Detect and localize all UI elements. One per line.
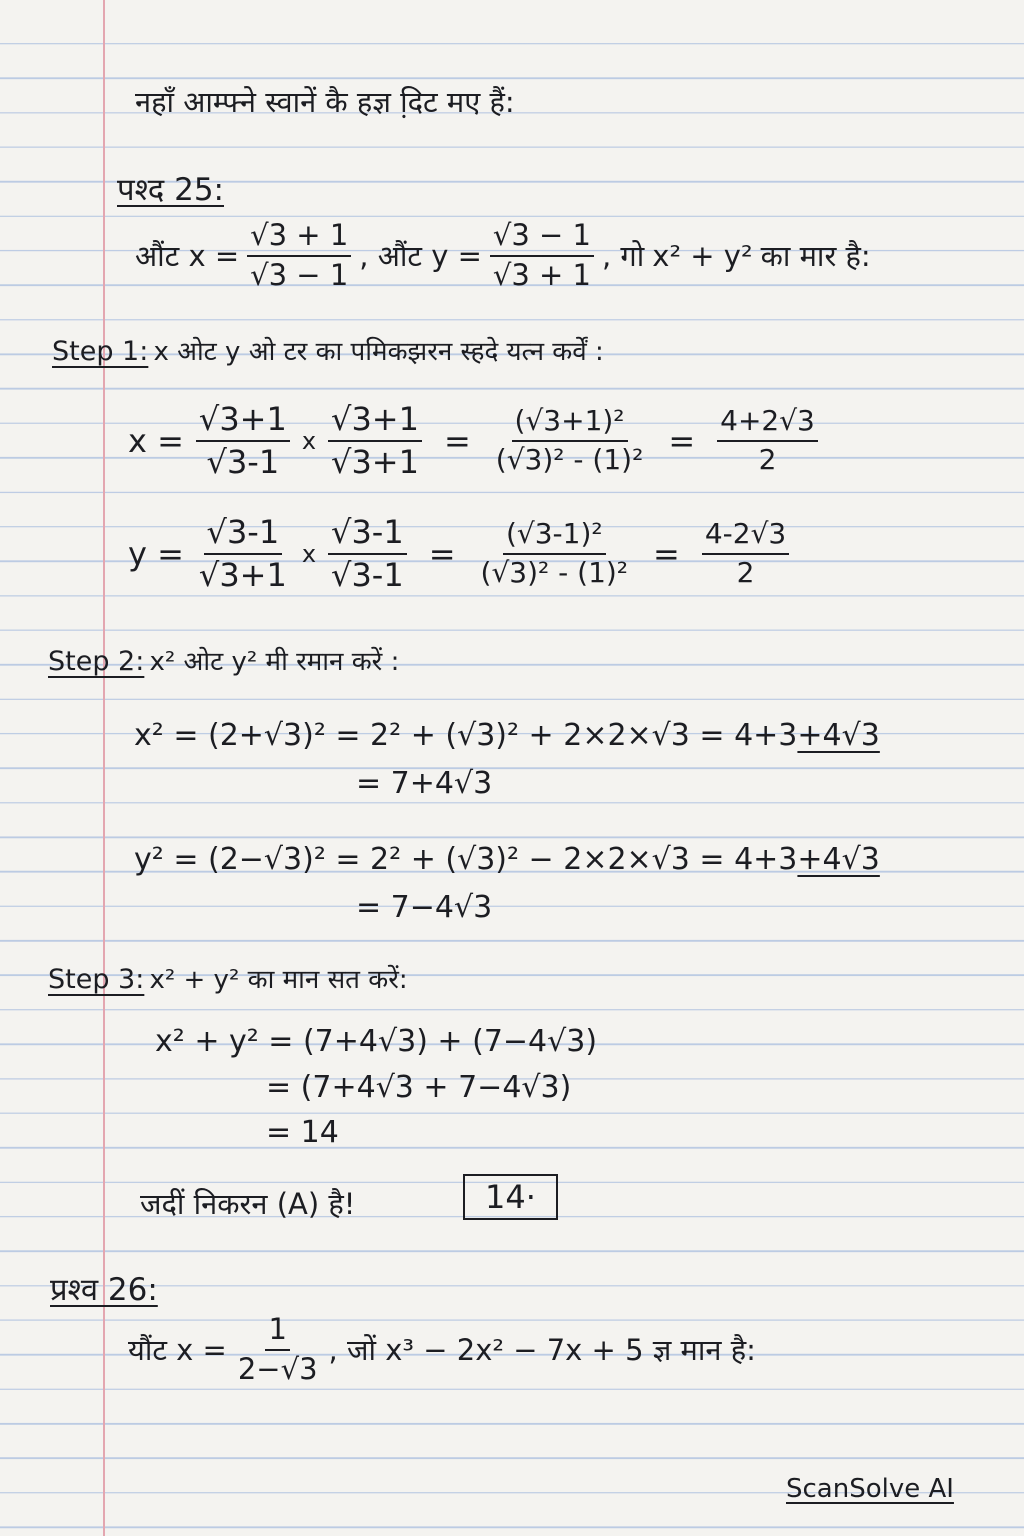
answer-value: 14· [463, 1174, 558, 1220]
step-2-text: x² ओट y² मी रमान करें : [149, 647, 400, 677]
q26-stmt-b: , जों x³ − 2x² − 7x + 5 ज्ञ मान है: [328, 1333, 756, 1368]
q26-stmt-a: यौंट x = [128, 1333, 227, 1368]
step-2-label: Step 2: [48, 646, 145, 677]
x-times: x [301, 427, 317, 456]
y-squared-underlined-term: +4√3 [797, 842, 880, 877]
sum-line-3: = 14 [266, 1115, 339, 1150]
q25-y-numerator: √3 − 1 [490, 220, 594, 257]
question-26-statement [128, 1314, 756, 1386]
x-fraction-2 [328, 402, 422, 480]
intro-text: नहाँ आम्फ्ने स्वानें कै हज्ञ दि़ट मए हैं: [135, 85, 515, 119]
x-squared-line-1 [134, 718, 880, 753]
y-equals-1: = [428, 535, 456, 574]
y-fraction-1 [196, 515, 290, 593]
step-3-text: x² + y² का मान सत करें: [149, 965, 408, 995]
x-fraction-2-num: √3+1 [328, 402, 422, 442]
y-fraction-1-num: √3-1 [204, 515, 283, 555]
x-fraction-3-den: (√3)² - (1)² [495, 443, 644, 477]
y-fraction-1-den: √3+1 [198, 556, 287, 595]
y-squared-line-2: = 7−4√3 [356, 890, 493, 925]
y-fraction-2 [328, 515, 407, 593]
y-fraction-4-den: 2 [736, 556, 755, 590]
q25-stmt-b: , औंट y = [359, 239, 482, 274]
y-fraction-2-den: √3-1 [331, 556, 404, 595]
step-3-label: Step 3: [48, 964, 145, 995]
y-squared-line-1 [134, 842, 880, 877]
step-2-header [48, 642, 399, 678]
x-fraction-3-num: (√3+1)² [512, 406, 628, 442]
x-fraction-1-den: √3-1 [206, 443, 280, 482]
y-fraction-3-num: (√3-1)² [503, 519, 606, 555]
x-fraction-1 [196, 402, 290, 480]
x-fraction-4 [717, 406, 818, 476]
q25-stmt-a: औंट x = [135, 239, 240, 274]
sum-line-1: x² + y² = (7+4√3) + (7−4√3) [155, 1024, 598, 1059]
question-25-statement [135, 220, 871, 292]
step-3-header [48, 960, 408, 996]
y-equals-2: = [653, 535, 680, 574]
question-26-heading: प्रश्व 26: [50, 1272, 158, 1308]
y-fraction-3-den: (√3)² - (1)² [480, 556, 629, 590]
y-fraction-2-num: √3-1 [328, 515, 407, 555]
y-times: x [301, 540, 317, 569]
q25-y-denominator: √3 + 1 [492, 257, 591, 292]
answer-statement: जदीं निकरन (A) है! [140, 1187, 356, 1221]
x-fraction-1-num: √3+1 [196, 402, 290, 442]
x-equals-2: = [668, 422, 696, 461]
step-1-label: Step 1: [52, 336, 149, 367]
x-fraction-4-den: 2 [758, 443, 777, 477]
q25-stmt-c: , गो [602, 239, 645, 274]
q25-x-numerator: √3 + 1 [247, 220, 351, 257]
x-squared-line-2: = 7+4√3 [356, 766, 493, 801]
q25-x-fraction [247, 220, 351, 292]
x-squared-expansion: x² = (2+√3)² = 2² + (√3)² + 2×2×√3 = 4+3 [134, 718, 798, 753]
y-squared-expansion: y² = (2−√3)² = 2² + (√3)² − 2×2×√3 = 4+3 [134, 842, 798, 877]
brand-watermark: ScanSolve AI [786, 1474, 954, 1504]
x-fraction-3 [493, 406, 647, 476]
y-fraction-4 [702, 519, 789, 589]
y-lhs: y = [128, 535, 184, 574]
step-1-x-equation [128, 402, 818, 480]
q26-x-denominator: 2−√3 [237, 1351, 318, 1386]
q25-stmt-d: का मार है: [760, 239, 871, 274]
answer-box [463, 1174, 558, 1220]
q26-x-fraction [235, 1314, 321, 1386]
question-25-heading: पश्द 25: [117, 172, 224, 208]
q25-target: x² + y² [652, 238, 753, 273]
q25-x-denominator: √3 − 1 [250, 257, 349, 292]
q25-y-fraction [490, 220, 594, 292]
step-1-y-equation [128, 515, 789, 593]
y-fraction-3 [478, 519, 632, 589]
x-lhs: x = [128, 422, 184, 461]
sum-line-2: = (7+4√3 + 7−4√3) [266, 1070, 572, 1105]
x-squared-underlined-term: +4√3 [797, 718, 880, 753]
x-fraction-2-den: √3+1 [331, 443, 419, 482]
step-1-header [52, 332, 604, 368]
y-fraction-4-num: 4-2√3 [702, 519, 789, 555]
q26-x-numerator: 1 [265, 1314, 289, 1351]
x-equals-1: = [443, 422, 471, 461]
step-1-text: x ओट y ओ टर का पमिकझरन स्हदे यत्न कर्वें : [153, 337, 604, 367]
x-fraction-4-num: 4+2√3 [717, 406, 818, 442]
